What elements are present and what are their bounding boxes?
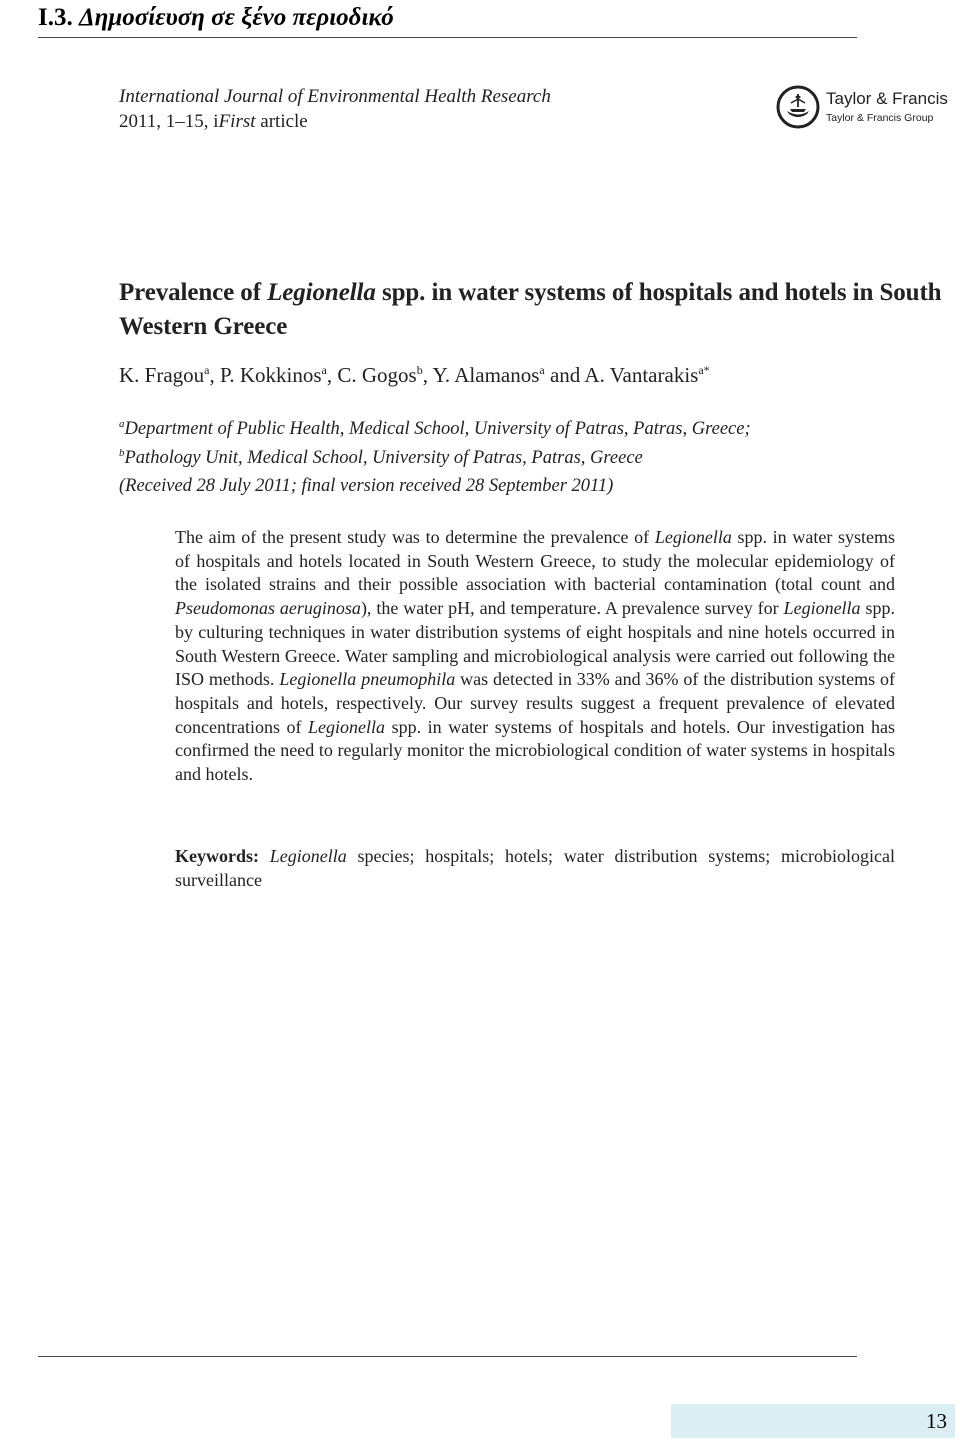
affiliation-line: $^b$Pathology Unit, Medical School, University of Patras, Patras, Greece (119, 447, 643, 469)
author-name: C. Gogos (337, 363, 417, 387)
publisher-emblem-icon (776, 85, 820, 129)
section-title: Δημοσίευση σε ξένο περιοδικό (78, 4, 394, 31)
author-name: Y. Alamanos (432, 363, 540, 387)
author-name: K. Fragou (119, 363, 205, 387)
author-affiliation-mark: a (204, 363, 210, 377)
publisher-group: Taylor & Francis Group (826, 112, 934, 124)
journal-name: International Journal of Environmental Health Research (119, 86, 551, 107)
keywords: Keywords: Legionella species; hospitals; hotels; water distribution systems; microbiological surveillance (175, 846, 896, 890)
author-name: P. Kokkinos (220, 363, 322, 387)
author-affiliation-mark: b (416, 363, 423, 377)
author-affiliation-mark: a* (698, 363, 710, 377)
affiliation-line: $^a$Department of Public Health, Medical School, University of Patras, Patras, Greece; (119, 418, 751, 440)
article-title: Prevalence of Legionella spp. in water systems of hospitals and hotels in South Western Greece (119, 279, 942, 340)
publisher-name: Taylor & Francis (826, 89, 948, 108)
publisher-logo (776, 83, 956, 133)
affiliations (119, 412, 751, 470)
keywords-label: Keywords: (175, 846, 259, 866)
page-number: 13 (671, 1404, 955, 1438)
author-affiliation-mark: a (321, 363, 327, 377)
received-dates: (Received 28 July 2011; final version received 28 September 2011) (119, 476, 614, 496)
author-name: A. Vantarakis (584, 363, 699, 387)
footer-divider (38, 1356, 857, 1357)
author-list: K. Fragou$^a$, P. Kokkinos$^a$, C. Gogos$^b$, Y. Alamanos$^a$ and A. Vantarakis$^{a*}$ (119, 363, 710, 387)
journal-issue: 2011, 1–15, iFirst article (119, 111, 308, 132)
abstract: The aim of the present study was to determine the prevalence of Legionella spp. in water systems of hospitals and hotels located in South Western Greece, to study the molecular epidemiology of the isolated strains and their possible association with bacterial contamination (total count and Pseudomonas aeruginosa), the water pH, and temperature. A prevalence survey for Legionella spp. by culturing techniques in water distribution systems of eight hospitals and nine hotels occurred in South Western Greece. Water sampling and microbiological analysis were carried out following the ISO methods. Legionella pneumophila was detected in 33% and 36% of the distribution systems of hospitals and hotels, respectively. Our survey results suggest a frequent prevalence of elevated concentrations of Legionella spp. in water systems of hospitals and hotels. Our investigation has confirmed the need to regularly monitor the microbiological condition of water systems in hospitals and hotels. (175, 527, 896, 785)
section-number: I.3. (38, 4, 73, 31)
author-affiliation-mark: a (539, 363, 545, 377)
